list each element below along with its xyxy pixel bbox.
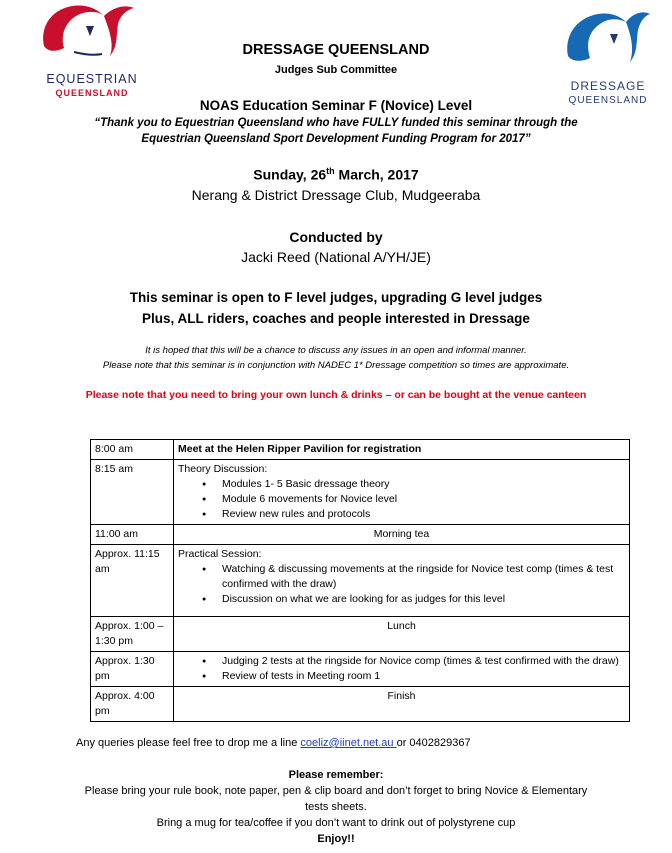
schedule-time: 8:15 am (91, 460, 174, 525)
hope-line: It is hoped that this will be a chance to discuss any issues in an open and informal manner. (145, 345, 527, 356)
thanks-line-2: Equestrian Queensland Sport Development Funding Program for 2017” (141, 133, 531, 145)
logo-left-line2: QUEENSLAND (55, 88, 129, 98)
conducted-by-label: Conducted by (289, 229, 383, 245)
schedule-time: 11:00 am (91, 525, 174, 545)
activity-title: Theory Discussion: (178, 463, 268, 475)
date-prefix: Sunday, 26 (253, 166, 327, 183)
open-line-1: This seminar is open to F level judges, upgrading G level judges (129, 290, 543, 305)
conductor-name: Jacki Reed (National A/YH/JE) (241, 249, 431, 265)
list-item: ● Module 6 movements for Novice level (222, 492, 625, 507)
remember-label: Please remember: (288, 769, 384, 781)
schedule-activity: Lunch (174, 617, 630, 652)
org-title: DRESSAGE QUEENSLAND (242, 42, 430, 58)
email-link[interactable]: coeliz@iinet.net.au (300, 737, 397, 749)
mug-line: Bring a mug for tea/coffee if you don’t want to drink out of polystyrene cup (156, 817, 516, 829)
list-item: ● Discussion on what we are looking for as judges for this level (222, 592, 625, 607)
logo-right-line2: QUEENSLAND (568, 95, 648, 106)
schedule-activity: Morning tea (174, 525, 630, 545)
list-item: ● Review of tests in Meeting room 1 (222, 669, 625, 684)
schedule-time: Approx. 4:00 pm (91, 687, 174, 722)
queries-suffix: or 0402829367 (396, 737, 471, 749)
thanks-line-1: “Thank you to Equestrian Queensland who have FULLY funded this seminar through the (94, 117, 578, 129)
schedule-row (91, 440, 630, 460)
activity-list (178, 562, 625, 607)
schedule-activity (174, 460, 630, 525)
schedule-activity: Meet at the Helen Ripper Pavilion for registration (174, 440, 630, 460)
list-item: ● Watching & discussing movements at the ringside for Novice test comp (times & test confirmed with the draw) (222, 562, 625, 592)
activity-list (178, 477, 625, 522)
schedule-row (91, 617, 630, 652)
seminar-title: NOAS Education Seminar F (Novice) Level (199, 98, 473, 113)
list-item: ● Judging 2 tests at the ringside for Novice comp (times & test confirmed with the draw) (222, 654, 625, 669)
schedule-row (91, 460, 630, 525)
date-suffix-th: th (326, 166, 335, 176)
committee-subtitle: Judges Sub Committee (274, 64, 398, 76)
schedule-activity (174, 545, 630, 617)
list-item: ● Modules 1- 5 Basic dressage theory (222, 477, 625, 492)
nadec-line: Please note that this seminar is in conjunction with NADEC 1* Dressage competition so times are approximate. (102, 360, 570, 371)
schedule-activity (174, 652, 630, 687)
schedule-table (90, 439, 630, 722)
queries-line (76, 737, 471, 749)
schedule-time: Approx. 11:15 am (91, 545, 174, 617)
venue: Nerang & District Dressage Club, Mudgeeraba (191, 187, 481, 203)
schedule-row (91, 652, 630, 687)
event-date (0, 166, 672, 183)
schedule-row (91, 545, 630, 617)
activity-title: Practical Session: (178, 548, 262, 560)
enjoy-text: Enjoy!! (317, 833, 355, 845)
schedule-time: Approx. 1:30 pm (91, 652, 174, 687)
activity-list (178, 654, 625, 684)
remember-line-1: Please bring your rule book, note paper, pen & clip board and don’t forget to bring Novice & Elementary (84, 785, 588, 797)
lunch-note: Please note that you need to bring your own lunch & drinks – or can be bought at the venue canteen (85, 389, 587, 401)
date-suffix: March, 2017 (334, 166, 419, 183)
logo-right-line1: DRESSAGE (570, 79, 646, 93)
logo-left-line1: EQUESTRIAN (46, 72, 138, 86)
schedule-time: Approx. 1:00 – 1:30 pm (91, 617, 174, 652)
schedule-row (91, 687, 630, 722)
list-item: ● Review new rules and protocols (222, 507, 625, 522)
open-line-2: Plus, ALL riders, coaches and people interested in Dressage (142, 311, 530, 326)
queries-prefix: Any queries please feel free to drop me a line (76, 737, 301, 749)
schedule-row (91, 525, 630, 545)
remember-line-2: tests sheets. (305, 801, 367, 813)
schedule-activity: Finish (174, 687, 630, 722)
schedule-time: 8:00 am (91, 440, 174, 460)
